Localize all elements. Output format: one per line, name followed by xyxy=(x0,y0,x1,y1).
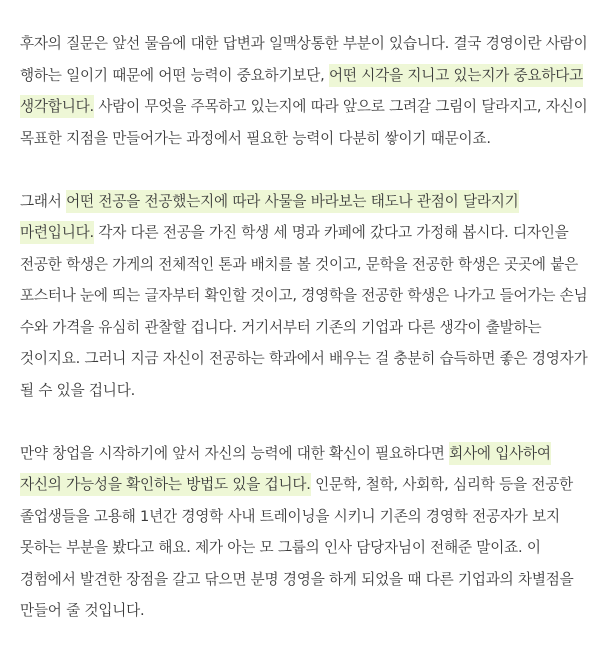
paragraph-1-highlight: 어떤 시각을 지니고 있는지가 중요하다고 생각합니다. xyxy=(20,64,583,119)
paragraph-1 xyxy=(20,28,590,154)
paragraph-1-text-end: 사람이 무엇을 주목하고 있는지에 따라 앞으로 그려갈 그림이 달라지고, 자신이 목표한 지점을 만들어가는 과정에서 필요한 능력이 다분히 쌓이기 때문이죠. xyxy=(20,98,588,147)
paragraph-1-text: 후자의 질문은 앞선 물음에 대한 답변과 일맥상통한 부분이 있습니다. 결국 경영이란 사람이 행하는 일이기 때문에 어떤 능력이 중요하기보단, xyxy=(20,35,588,84)
paragraph-3-highlight: 회사에 입사하여 자신의 가능성을 확인하는 방법도 있을 겁니다. xyxy=(20,442,551,497)
paragraph-2 xyxy=(20,186,590,407)
article-body xyxy=(20,28,590,658)
paragraph-3 xyxy=(20,438,590,627)
paragraph-2-text: 그래서 xyxy=(20,192,67,210)
paragraph-3-text-end: 인문학, 철학, 사회학, 심리학 등을 전공한 졸업생들을 고용해 1년간 경영학 사내 트레이닝을 시키니 기존의 경영학 전공자가 보지 못하는 부분을 봤다고 해요. 제가 아는 모 그룹의 인사 담당자님이 전해준 말이죠. 이 경험에서 발견한 장점을 갈고 닦으면 분명 경영을 하게 되었을 때 다른 기업과의 차별점을 만들어 줄 것입니다. xyxy=(20,476,574,619)
paragraph-2-highlight: 어떤 전공을 전공했는지에 따라 사물을 바라보는 태도나 관점이 달라지기 마련입니다. xyxy=(20,190,519,245)
paragraph-3-text: 만약 창업을 시작하기에 앞서 자신의 능력에 대한 확신이 필요하다면 xyxy=(20,444,450,462)
paragraph-2-text-end: 각자 다른 전공을 가진 학생 세 명과 카페에 갔다고 가정해 봅시다. 디자인을 전공한 학생은 가게의 전체적인 톤과 배치를 볼 것이고, 문학을 전공한 학생은 곳곳에 붙은 포스터나 눈에 띄는 글자부터 확인할 것이고, 경영학을 전공한 학생은 나가고 들어가는 손님 수와 가격을 유심히 관찰할 겁니다. 거기서부터 기존의 기업과 다른 생각이 출발하는 것이지요. 그러니 지금 자신이 전공하는 학과에서 배우는 걸 충분히 습득하면 좋은 경영자가 될 수 있을 겁니다. xyxy=(20,224,588,399)
